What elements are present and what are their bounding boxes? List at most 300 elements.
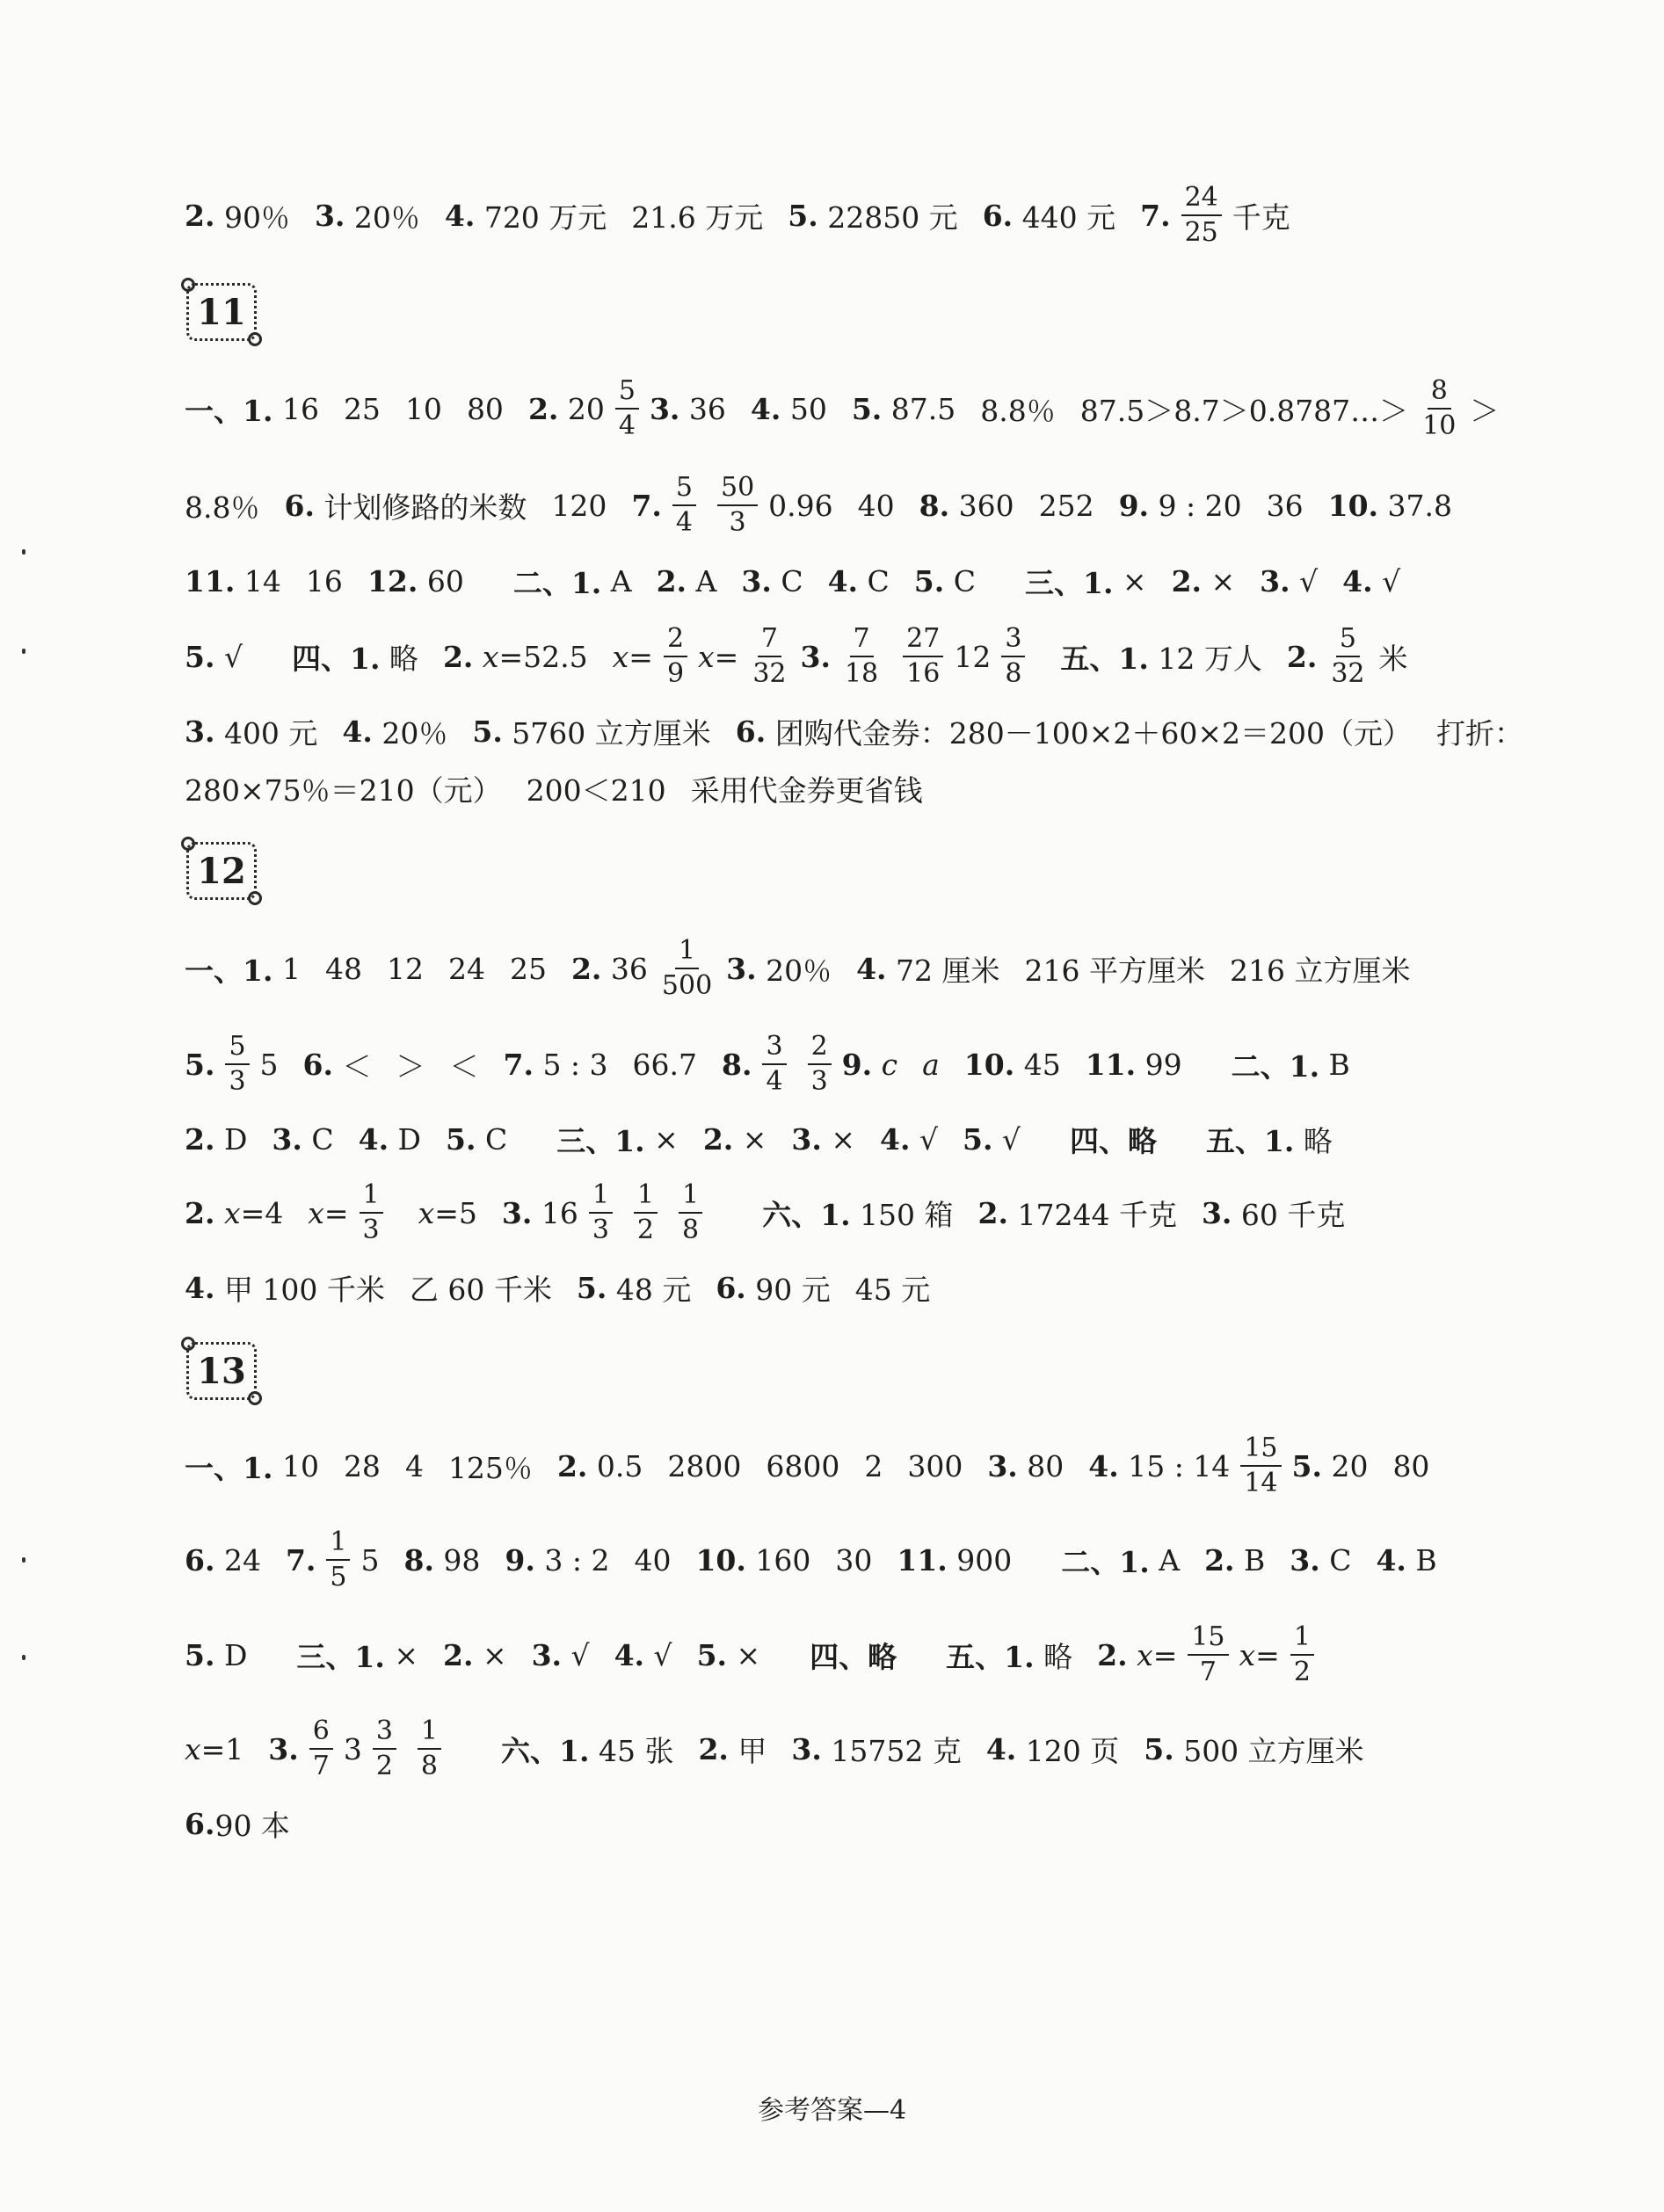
item-number: 6. (735, 714, 767, 749)
item-number: 3. (314, 198, 345, 233)
item-number: 6. (284, 488, 315, 523)
answer-text: = (629, 639, 653, 674)
answer-text: 甲 (728, 1733, 767, 1768)
item-number: 六、1. (762, 1197, 851, 1232)
answer-text: 80 (1392, 1448, 1430, 1483)
answer-text: 22850 元 (817, 199, 958, 235)
item-number: 6. (302, 1047, 333, 1082)
fraction (634, 1180, 658, 1246)
fraction (672, 473, 696, 539)
fraction-numerator: 6 (309, 1716, 333, 1751)
variable: x (223, 1195, 241, 1230)
answer-text: 3 (343, 1731, 362, 1766)
fraction (808, 1032, 832, 1098)
item-number: 4. (185, 1270, 215, 1305)
answer-text: =52.5 (498, 639, 588, 674)
answer-text: 160 (745, 1542, 811, 1577)
answer-text: ＞ (1470, 393, 1500, 428)
fraction (418, 1716, 441, 1782)
answer-text: B (1406, 1542, 1437, 1577)
answer-text: 5 (259, 1047, 279, 1082)
variable: x (1137, 1637, 1153, 1672)
item-number: 9. (841, 1047, 873, 1082)
answer-text: × (384, 1637, 418, 1672)
item-number: 2. (1286, 639, 1318, 674)
answer-line-15 (185, 1615, 1325, 1694)
answer-text: C (1319, 1542, 1352, 1577)
variable: x (308, 1195, 324, 1230)
fraction-numerator: 5 (615, 376, 639, 410)
fraction (679, 1180, 702, 1246)
answer-text: 99 (1136, 1047, 1182, 1082)
answer-text: A (601, 563, 632, 598)
answer-text: 米 (1378, 641, 1408, 676)
answer-text (473, 640, 483, 674)
item-number: 5. (185, 1637, 215, 1672)
answer-text: 8.8％ (185, 490, 260, 525)
answer-text: 甲 100 千米 (214, 1272, 385, 1307)
item-number: 5. (446, 1121, 476, 1157)
answer-text: C (771, 563, 803, 598)
answer-text: 2 (864, 1448, 883, 1483)
fraction-denominator: 8 (1005, 658, 1022, 689)
item-number: 四、1. (291, 641, 381, 676)
answer-text: 略 (380, 641, 418, 676)
fraction-numerator: 27 (903, 624, 943, 658)
answer-text: 200＜210 (526, 772, 666, 808)
fraction-numerator: 1 (1290, 1622, 1314, 1657)
scan-speck (22, 549, 25, 555)
answer-text: 216 平方厘米 (1024, 953, 1206, 988)
fraction-denominator: 16 (906, 658, 941, 689)
answer-text: 15 : 14 (1118, 1448, 1231, 1483)
answer-text: 打折： (1435, 715, 1523, 751)
answer-text: D (389, 1121, 422, 1157)
fraction (1419, 376, 1459, 442)
answer-text: 24 (447, 951, 485, 986)
fraction-numerator: 7 (758, 624, 781, 658)
fraction (1240, 1433, 1281, 1499)
item-number: 9. (1118, 488, 1150, 523)
answer-line-4 (185, 541, 1400, 620)
item-number: 4. (444, 198, 476, 233)
answer-line-17 (185, 1784, 290, 1863)
answer-text: 72 厘米 (886, 953, 1000, 988)
answer-text: 千克 (1232, 199, 1290, 235)
fraction-numerator: 1 (418, 1716, 441, 1751)
answer-text: 216 立方厘米 (1230, 953, 1411, 988)
fraction-denominator: 2 (1293, 1657, 1311, 1687)
item-number: 3. (1201, 1195, 1232, 1230)
item-number: 二、1. (512, 565, 602, 600)
answer-text: = (1255, 1637, 1280, 1672)
answer-text: × (1202, 563, 1236, 598)
answer-text: 90 本 (214, 1808, 290, 1843)
item-number: 3. (741, 563, 772, 598)
answer-text: 20％ (345, 199, 420, 235)
fraction-numerator: 1 (360, 1180, 383, 1215)
item-number: 3. (1290, 1542, 1320, 1577)
answer-text: 团购代金券：280－100×2＋60×2＝200（元） (766, 715, 1412, 751)
item-number: 2. (185, 198, 215, 233)
answer-text: 45 元 (854, 1272, 931, 1307)
answer-text: 10 (272, 1448, 319, 1483)
scan-speck (22, 1557, 25, 1563)
answer-text: 8.8％ (980, 393, 1056, 428)
item-number: 一、1. (185, 953, 273, 988)
answer-text: 3 : 2 (534, 1542, 610, 1577)
item-number: 2. (656, 563, 687, 598)
item-number: 2. (527, 391, 559, 426)
fraction (373, 1716, 396, 1782)
answer-text: D (214, 1637, 248, 1672)
item-number: 3. (791, 1731, 822, 1766)
item-number: 2. (1171, 563, 1203, 598)
item-number: 二、1. (1061, 1544, 1150, 1579)
fraction-denominator: 3 (810, 1066, 828, 1097)
item-number: 4. (358, 1121, 389, 1157)
fraction (225, 1032, 249, 1098)
answer-text: × (644, 1121, 679, 1157)
answer-text: 48 (324, 951, 362, 986)
answer-text: 4 (404, 1448, 424, 1483)
fraction-numerator: 8 (1428, 376, 1451, 410)
answer-text: 900 (947, 1542, 1013, 1577)
item-number: 5. (576, 1270, 607, 1305)
answer-text: 17244 千克 (1007, 1197, 1177, 1232)
answer-text: 252 (1038, 488, 1094, 523)
answer-text: 25 (509, 951, 547, 986)
fraction-denominator: 18 (844, 658, 879, 689)
fraction (1327, 624, 1368, 690)
fraction-denominator: 14 (1244, 1468, 1278, 1498)
answer-text: 125％ (447, 1450, 533, 1485)
item-number: 3. (726, 951, 757, 986)
answer-line-3 (185, 466, 1452, 545)
fraction-numerator: 5 (225, 1032, 249, 1066)
answer-text: 300 (907, 1448, 963, 1483)
answer-text: 略 (1294, 1123, 1333, 1158)
item-number: 六、1. (501, 1733, 590, 1768)
answer-line-5 (185, 617, 1408, 696)
answer-text: √ (644, 1637, 672, 1672)
fraction (749, 624, 789, 690)
badge-number: 13 (197, 1350, 246, 1392)
answer-text: × (727, 1637, 761, 1672)
answer-text: √ (992, 1121, 1021, 1157)
answer-text: 87.5＞8.7＞0.8787…＞ (1079, 393, 1409, 428)
answer-text: 500 立方厘米 (1174, 1733, 1364, 1768)
answer-text: =4 (240, 1195, 284, 1230)
answer-text: 20 (1321, 1448, 1369, 1483)
fraction (717, 473, 758, 539)
item-number: 四、略 (1069, 1123, 1157, 1158)
item-number: 2. (977, 1195, 1008, 1230)
fraction-denominator: 8 (682, 1215, 700, 1245)
fraction (658, 936, 716, 1002)
variable: x (698, 639, 715, 674)
answer-text: 80 (466, 391, 504, 426)
answer-text: 5 : 3 (533, 1047, 608, 1082)
item-number: 4. (1376, 1542, 1406, 1577)
answer-text: 15752 克 (821, 1733, 962, 1768)
item-number: 5. (185, 639, 215, 674)
item-number: 2. (443, 1637, 474, 1672)
item-number: 11. (1085, 1047, 1137, 1082)
item-number: 7. (503, 1047, 534, 1082)
answer-text: 28 (343, 1448, 381, 1483)
item-number: 三、1. (556, 1123, 645, 1158)
fraction (589, 1180, 613, 1246)
item-number: 5. (1144, 1731, 1174, 1766)
item-number: 4. (614, 1637, 645, 1672)
fraction-numerator: 3 (373, 1716, 396, 1751)
fraction (1290, 1622, 1314, 1688)
fraction-denominator: 3 (729, 507, 746, 538)
item-number: 五、1. (1205, 1123, 1295, 1158)
answer-text: 12 万人 (1148, 641, 1262, 676)
answer-text: 90％ (214, 199, 290, 235)
answer-text: ＞ (396, 1048, 425, 1084)
item-number: 7. (285, 1542, 316, 1577)
section-badge-13 (186, 1342, 257, 1400)
fraction-numerator: 5 (1336, 624, 1360, 658)
fraction-numerator: 1 (589, 1180, 613, 1215)
item-number: 4. (880, 1121, 911, 1157)
item-number: 3. (501, 1195, 533, 1230)
item-number: 3. (800, 639, 831, 674)
fraction (615, 376, 639, 442)
section-badge-12 (186, 842, 257, 900)
answer-text: 5760 立方厘米 (502, 715, 711, 751)
answer-text: 20 (558, 391, 605, 426)
badge-number: 12 (197, 850, 246, 892)
answer-line-2 (185, 369, 1499, 448)
answer-text: 2800 (667, 1448, 742, 1483)
item-number: 3. (531, 1637, 563, 1672)
fraction (1001, 624, 1025, 690)
item-number: 3. (1260, 563, 1290, 598)
item-number: 2. (185, 1195, 215, 1230)
fraction-denominator: 10 (1422, 410, 1457, 441)
fraction-numerator: 3 (1001, 624, 1025, 658)
answer-text: D (214, 1121, 248, 1157)
item-number: 4. (342, 714, 373, 749)
fraction (903, 624, 943, 690)
item-number: 一、1. (185, 393, 273, 428)
answer-text: √ (1290, 563, 1319, 598)
item-number: 3. (649, 391, 680, 426)
answer-text: C (944, 563, 976, 598)
fraction (326, 1527, 350, 1593)
fraction-numerator: 2 (808, 1032, 832, 1066)
answer-text: 乙 60 千米 (409, 1272, 552, 1307)
fraction-denominator: 32 (1331, 658, 1365, 689)
answer-line-7 (185, 749, 923, 828)
item-number: 10. (695, 1542, 746, 1577)
fraction-denominator: 8 (420, 1751, 439, 1781)
answer-text: 略 (1034, 1639, 1073, 1674)
answer-text: 24 (214, 1542, 261, 1577)
answer-text: 50 (781, 391, 827, 426)
item-number: 10. (963, 1047, 1015, 1082)
answer-line-11 (185, 1173, 1345, 1252)
answer-text: = (1152, 1637, 1178, 1672)
answer-text: 9 : 20 (1149, 488, 1242, 523)
item-number: 7. (1140, 198, 1171, 233)
item-number: 3. (185, 714, 215, 749)
scan-speck (22, 1655, 25, 1660)
answer-text: 16 (272, 391, 319, 426)
item-number: 三、1. (296, 1639, 385, 1674)
answer-text: C (858, 563, 890, 598)
item-number: 4. (856, 951, 887, 986)
fraction-denominator: 7 (312, 1751, 330, 1781)
answer-text: 20％ (372, 715, 448, 751)
answer-text: C (302, 1121, 334, 1157)
answer-line-13 (185, 1426, 1429, 1505)
variable: a (922, 1047, 940, 1082)
fraction-denominator: 5 (330, 1562, 347, 1592)
fraction (841, 624, 882, 690)
answer-text: 440 元 (1013, 199, 1116, 235)
fraction-denominator: 500 (661, 970, 713, 1001)
answer-text: 60 千克 (1232, 1197, 1346, 1232)
answer-text: √ (214, 639, 243, 674)
answer-text: 12 (386, 951, 424, 986)
fraction (664, 624, 687, 690)
answer-text: × (473, 1637, 507, 1672)
answer-text (872, 1048, 882, 1082)
answer-text: 6800 (766, 1448, 840, 1483)
item-number: 12. (367, 563, 418, 598)
item-number: 一、1. (185, 1450, 273, 1485)
section-badge-11 (186, 283, 257, 341)
answer-text: 720 万元 (475, 199, 607, 235)
answer-text: 87.5 (882, 391, 956, 426)
answer-text: ＜ (333, 1048, 372, 1084)
item-number: 9. (505, 1542, 535, 1577)
answer-text: 37.8 (1378, 488, 1453, 523)
answer-text (1128, 1638, 1137, 1672)
answer-text: 计划修路的米数 (314, 490, 527, 525)
answer-text: 45 张 (589, 1733, 674, 1768)
answer-line-1 (185, 176, 1290, 255)
answer-text: 66.7 (632, 1047, 698, 1082)
fraction-numerator: 1 (634, 1180, 658, 1215)
answer-text: × (733, 1121, 767, 1157)
item-number: 2. (442, 639, 474, 674)
answer-text: √ (562, 1637, 590, 1672)
fraction-numerator: 15 (1240, 1433, 1281, 1468)
fraction-denominator: 2 (375, 1751, 393, 1781)
answer-line-14 (185, 1520, 1437, 1599)
answer-line-8 (185, 929, 1411, 1008)
answer-text: 0.5 (587, 1448, 643, 1483)
answer-text: 25 (343, 391, 381, 426)
item-number: 三、1. (1024, 565, 1114, 600)
answer-text: 20％ (756, 953, 832, 988)
item-number: 2. (570, 951, 602, 986)
item-number: 6. (185, 1542, 215, 1577)
answer-text: 98 (433, 1542, 481, 1577)
item-number: 3. (268, 1731, 299, 1766)
answer-text: × (1113, 563, 1147, 598)
answer-text: 120 (551, 488, 607, 523)
answer-text: 120 页 (1016, 1733, 1120, 1768)
answer-text: 16 (532, 1195, 578, 1230)
badge-number: 11 (197, 291, 246, 333)
item-number: 2. (1097, 1637, 1128, 1672)
item-number: 四、略 (810, 1639, 897, 1674)
page-footer: 参考答案—4 (757, 2095, 907, 2126)
item-number: 5. (851, 391, 883, 426)
item-number: 8. (722, 1047, 752, 1082)
answer-text: 21.6 万元 (631, 199, 764, 235)
variable: x (482, 639, 499, 674)
answer-text: 1 (272, 951, 301, 986)
answer-text: 36 (601, 951, 648, 986)
item-number: 11. (185, 563, 236, 598)
answer-text: 36 (1266, 488, 1304, 523)
fraction (762, 1032, 786, 1098)
answer-text: 5 (360, 1542, 380, 1577)
fraction-denominator: 7 (1199, 1657, 1217, 1687)
fraction-numerator: 1 (679, 1180, 702, 1215)
answer-text: × (821, 1121, 855, 1157)
answer-text (214, 1196, 224, 1230)
answer-text: √ (1372, 563, 1401, 598)
answer-text: 40 (857, 488, 895, 523)
answer-text: = (323, 1195, 349, 1230)
fraction-numerator: 50 (717, 473, 758, 507)
answer-line-12 (185, 1248, 930, 1327)
scan-speck (22, 649, 25, 654)
item-number: 11. (897, 1542, 948, 1577)
item-number: 4. (1088, 1448, 1119, 1483)
answer-text: A (687, 563, 717, 598)
item-number: 2. (702, 1121, 734, 1157)
fraction (360, 1180, 383, 1246)
fraction-denominator: 25 (1184, 217, 1218, 248)
item-number: 2. (556, 1448, 588, 1483)
fraction-numerator: 5 (672, 473, 696, 507)
answer-text: = (714, 639, 739, 674)
item-number: 五、1. (1060, 641, 1149, 676)
fraction-numerator: 1 (675, 936, 699, 970)
item-number: 8. (919, 488, 950, 523)
fraction-numerator: 2 (664, 624, 687, 658)
variable: x (185, 1731, 201, 1766)
item-number: 3. (987, 1448, 1018, 1483)
answer-text: =5 (434, 1195, 477, 1230)
item-number: 2. (185, 1121, 215, 1157)
answer-text: 80 (1017, 1448, 1065, 1483)
answer-text: =1 (200, 1731, 244, 1766)
item-number: 6. (982, 198, 1014, 233)
answer-text: 采用代金券更省钱 (690, 772, 923, 808)
answer-text: 40 (634, 1542, 672, 1577)
item-number: 5. (788, 198, 818, 233)
answer-text: √ (910, 1121, 938, 1157)
answer-text: 280×75％＝210（元） (185, 772, 502, 808)
answer-text: 36 (679, 391, 726, 426)
variable: x (612, 639, 629, 674)
answer-text: 30 (835, 1542, 873, 1577)
item-number: 二、1. (1231, 1048, 1320, 1084)
answer-text: 90 元 (745, 1272, 831, 1307)
fraction-denominator: 9 (666, 658, 685, 689)
